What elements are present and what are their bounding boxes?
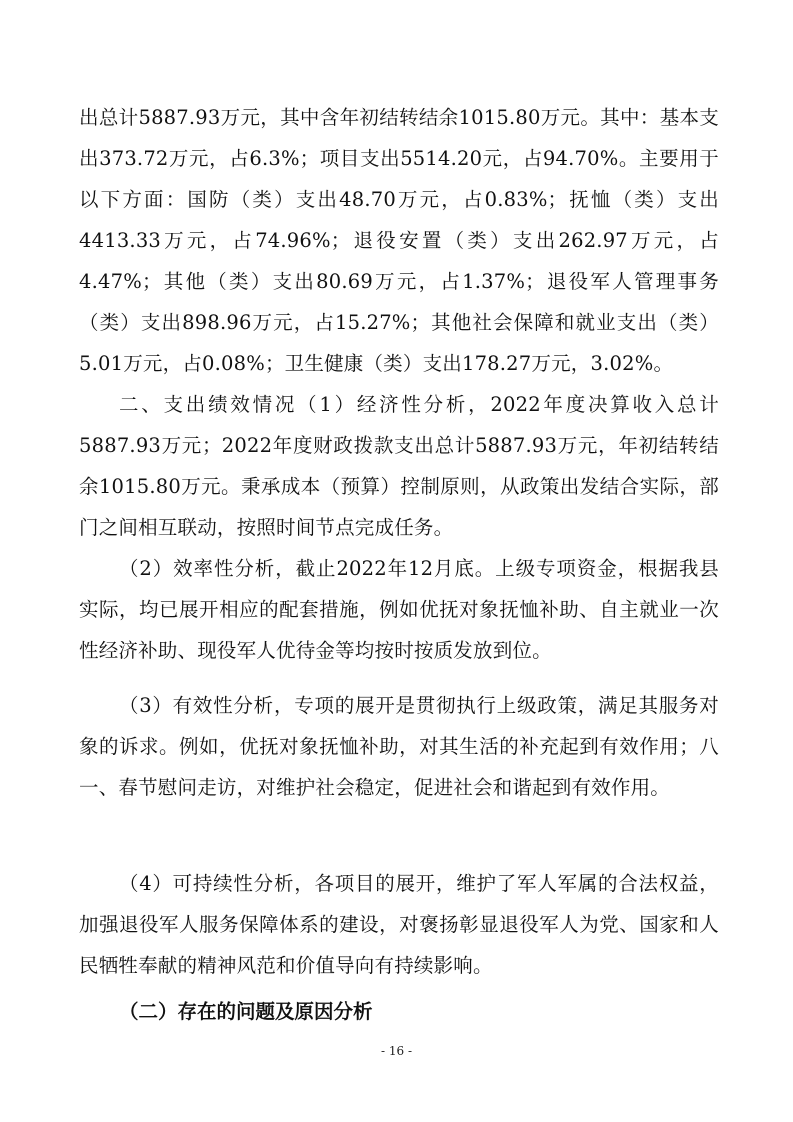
paragraph-economic-analysis: 二、支出绩效情况（1）经济性分析，2022年度决算收入总计5887.93万元；2022年度财政拨款支出总计5887.93万元，年初结转结余1015.80万元。秉承成本（预算）控制原则，从政策出发结合实际，部门之间相互联动，按照时间节点完成任务。 — [79, 393, 719, 539]
paragraph-effectiveness-analysis: （3）有效性分析，专项的展开是贯彻执行上级政策，满足其服务对象的诉求。例如，优抚对象抚恤补助，对其生活的补充起到有效作用；八一、春节慰问走访，对维护社会稳定，促进社会和谐起到有效作用。 — [79, 694, 719, 799]
paragraph-efficiency-analysis: （2）效率性分析，截止2022年12月底。上级专项资金，根据我县实际，均已展开相应的配套措施，例如优抚对象抚恤补助、自主就业一次性经济补助、现役军人优待金等均按时按质发放到位。 — [79, 557, 719, 662]
page-number: - 16 - — [380, 1044, 412, 1058]
section-heading: （二）存在的问题及原因分析 — [119, 1000, 373, 1023]
paragraph-budget-expenditure: 出总计5887.93万元，其中含年初结转结余1015.80万元。其中：基本支出373.72万元，占6.3%；项目支出5514.20元，占94.70%。主要用于以下方面：国防（类）支出48.70万元，占0.83%；抚恤（类）支出4413.33万元，占74.96%；退役安置（类）支出262.97万元，占4.47%；其他（类）支出80.69万元，占1.37%；退役军人管理事务（类）支出898.96万元，占15.27%；其他社会保障和就业支出（类）5.01万元，占0.08%；卫生健康（类）支出178.27万元，3.02%。 — [79, 106, 719, 375]
paragraph-sustainability-analysis: （4）可持续性分析，各项目的展开，维护了军人军属的合法权益，加强退役军人服务保障体系的建设，对褒扬彰显退役军人为党、国家和人民牺牲奉献的精神风范和价值导向有持续影响。 — [79, 872, 719, 977]
